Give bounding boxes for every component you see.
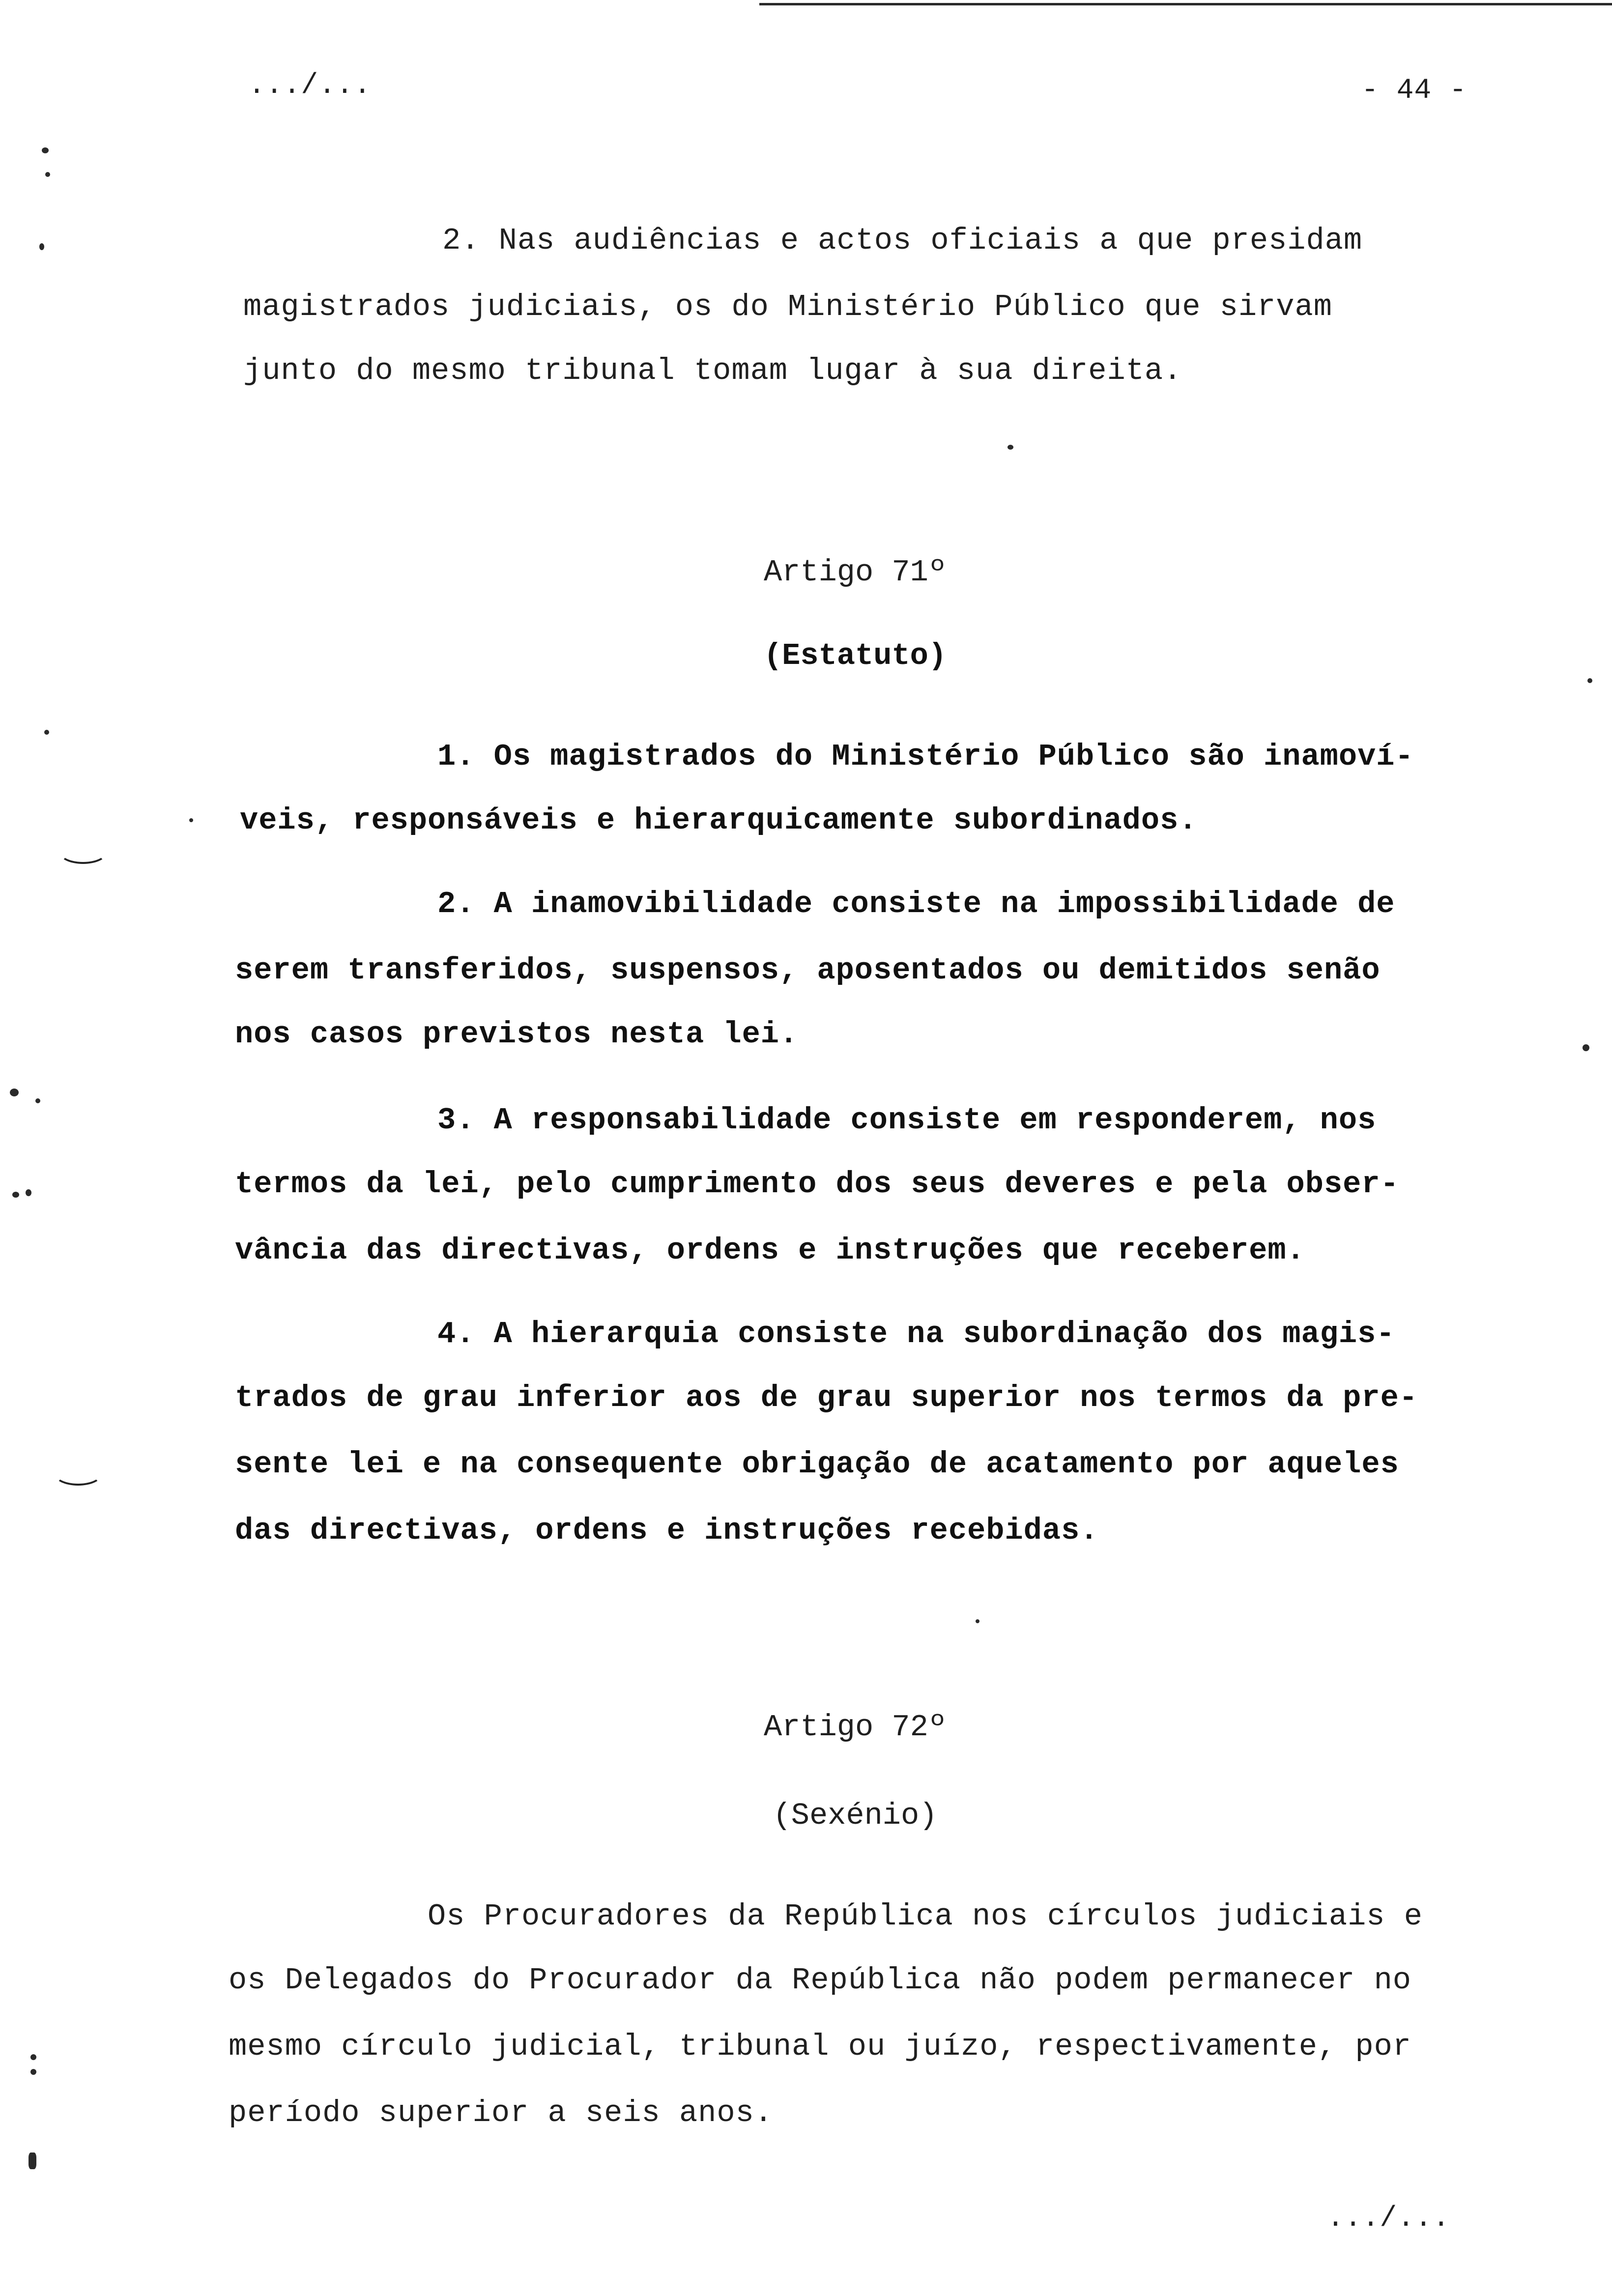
text-line: período superior a seis anos. <box>229 2095 773 2130</box>
scan-speck <box>976 1619 979 1623</box>
scan-speck <box>39 243 44 250</box>
scan-speck <box>26 1189 31 1196</box>
text-line: mesmo círculo judicial, tribunal ou juízo, respectivamente, por <box>229 2029 1411 2064</box>
text-line: nos casos previstos nesta lei. <box>235 1017 799 1052</box>
text-line: 1. Os magistrados do Ministério Público são inamoví- <box>437 739 1414 774</box>
text-line: vância das directivas, ordens e instruções que receberem. <box>235 1233 1305 1268</box>
scan-speck <box>12 1192 19 1198</box>
scan-speck <box>44 730 49 735</box>
scan-speck <box>29 2152 36 2169</box>
scan-speck <box>35 1098 40 1103</box>
scan-speck <box>30 2054 36 2060</box>
article-71-title: Artigo 71º <box>763 555 947 590</box>
article-72-subtitle: (Sexénio) <box>773 1798 938 1833</box>
scan-speck <box>30 2069 36 2075</box>
article-72-title: Artigo 72º <box>763 1710 947 1745</box>
text-line: das directivas, ordens e instruções recebidas. <box>235 1513 1099 1548</box>
page-number: - 44 - <box>1361 75 1467 107</box>
text-line: veis, responsáveis e hierarquicamente subordinados. <box>240 803 1198 838</box>
scan-arc <box>54 1462 102 1486</box>
text-line: junto do mesmo tribunal tomam lugar à sua direita. <box>243 353 1182 388</box>
top-rule <box>759 3 1612 5</box>
scan-arc <box>59 840 107 864</box>
scan-speck <box>10 1089 19 1096</box>
header-continuation: .../... <box>248 70 372 102</box>
text-line: 2. A inamovibilidade consiste na impossibilidade de <box>437 887 1395 921</box>
text-line: Os Procuradores da República nos círculos judiciais e <box>428 1899 1423 1934</box>
scan-speck <box>42 147 49 153</box>
text-line: trados de grau inferior aos de grau superior nos termos da pre- <box>235 1380 1418 1415</box>
text-line: magistrados judiciais, os do Ministério Público que sirvam <box>243 289 1332 324</box>
scan-speck <box>1587 678 1592 683</box>
text-line: 2. Nas audiências e actos oficiais a que presidam <box>442 223 1363 258</box>
text-line: 4. A hierarquia consiste na subordinação dos magis- <box>437 1317 1395 1351</box>
scan-speck <box>189 818 193 822</box>
scan-speck <box>45 172 50 177</box>
text-line: sente lei e na consequente obrigação de acatamento por aqueles <box>235 1447 1399 1482</box>
article-71-subtitle: (Estatuto) <box>763 638 947 673</box>
scan-speck <box>1583 1044 1589 1051</box>
text-line: serem transferidos, suspensos, aposentados ou demitidos senão <box>235 953 1381 988</box>
scan-speck <box>1008 445 1013 450</box>
text-line: os Delegados do Procurador da República não podem permanecer no <box>229 1963 1411 1998</box>
footer-continuation: .../... <box>1327 2203 1450 2235</box>
text-line: 3. A responsabilidade consiste em responderem, nos <box>437 1103 1377 1138</box>
text-line: termos da lei, pelo cumprimento dos seus deveres e pela obser- <box>235 1167 1399 1202</box>
